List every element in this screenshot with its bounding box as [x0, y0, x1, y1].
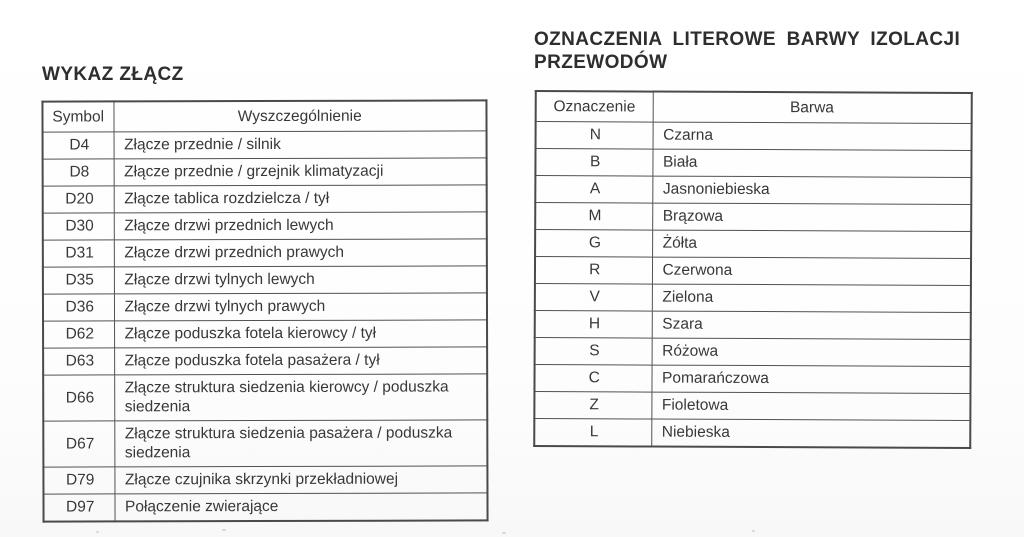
- symbol-column-header: Symbol: [42, 101, 113, 132]
- color-name-cell: Czerwona: [652, 257, 971, 285]
- code-cell: R: [535, 257, 652, 285]
- symbol-cell: D30: [43, 213, 114, 240]
- color-name-cell: Jasnoniebieska: [652, 176, 971, 204]
- table-row: [43, 420, 487, 467]
- description-cell: Złącze poduszka fotela pasażera / tył: [114, 347, 487, 375]
- connectors-title: WYKAZ ZŁĄCZ: [42, 64, 184, 85]
- code-cell: S: [535, 338, 652, 366]
- color-name-cell: Biała: [652, 149, 971, 177]
- code-cell: L: [534, 419, 651, 447]
- description-cell: Złącze poduszka fotela kierowcy / tył: [114, 320, 487, 348]
- connectors-header-row: [42, 100, 486, 132]
- connectors-table: [41, 99, 488, 522]
- scan-speck: [222, 529, 226, 531]
- code-cell: N: [536, 122, 653, 150]
- connectors-section: [42, 64, 488, 522]
- description-cell: Złącze drzwi tylnych prawych: [114, 293, 487, 321]
- description-cell: Złącze przednie / grzejnik klimatyzacji: [114, 158, 487, 186]
- color-name-cell: Różowa: [652, 338, 971, 366]
- table-row: [43, 185, 487, 213]
- table-row: [43, 239, 487, 267]
- code-cell: A: [535, 176, 652, 204]
- table-row: [43, 131, 487, 159]
- code-cell: Z: [534, 392, 651, 420]
- table-row: [43, 466, 487, 494]
- code-cell: H: [535, 311, 652, 339]
- color-name-cell: Żółta: [652, 230, 971, 258]
- symbol-cell: D36: [43, 294, 114, 321]
- table-row: [535, 257, 971, 286]
- symbol-cell: D8: [43, 159, 114, 186]
- symbol-cell: D67: [43, 421, 114, 467]
- description-cell: Złącze tablica rozdzielcza / tył: [114, 185, 487, 213]
- symbol-cell: D66: [43, 375, 114, 421]
- table-row: [43, 293, 487, 321]
- description-column-header: Wyszczególnienie: [113, 100, 486, 131]
- description-cell: Złącze przednie / silnik: [114, 131, 487, 159]
- symbol-cell: D97: [43, 494, 114, 522]
- table-row: [534, 365, 970, 394]
- wire-colors-title: OZNACZENIA LITEROWE BARWY IZOLACJI PRZEWODÓW: [534, 29, 961, 73]
- description-cell: Złącze struktura siedzenia kierowcy / poduszka siedzenia: [114, 374, 487, 421]
- symbol-cell: D31: [43, 240, 114, 267]
- code-column-header: Oznaczenie: [536, 91, 653, 122]
- code-cell: V: [535, 284, 652, 312]
- description-cell: Połączenie zwierające: [114, 493, 487, 521]
- symbol-cell: D62: [43, 321, 114, 348]
- color-column-header: Barwa: [653, 92, 972, 124]
- symbol-cell: D20: [43, 186, 114, 213]
- scan-speck: [502, 532, 506, 534]
- wire-colors-section: [534, 28, 972, 448]
- table-row: [536, 122, 972, 151]
- symbol-cell: D35: [43, 267, 114, 294]
- wire-colors-header-row: [536, 91, 972, 123]
- code-cell: M: [535, 203, 652, 231]
- scan-speck: [752, 530, 755, 532]
- color-name-cell: Czarna: [653, 122, 972, 150]
- scan-speck: [96, 531, 99, 533]
- table-row: [535, 311, 971, 340]
- color-name-cell: Pomarańczowa: [651, 365, 970, 393]
- table-row: [43, 347, 487, 375]
- code-cell: C: [534, 365, 651, 393]
- color-name-cell: Niebieska: [651, 419, 970, 448]
- color-name-cell: Brązowa: [652, 203, 971, 231]
- table-row: [535, 149, 971, 178]
- symbol-cell: D4: [43, 132, 114, 159]
- color-name-cell: Zielona: [652, 284, 971, 312]
- table-row: [535, 230, 971, 259]
- description-cell: Złącze drzwi przednich prawych: [114, 239, 487, 267]
- symbol-cell: D79: [43, 467, 114, 494]
- description-cell: Złącze struktura siedzenia pasażera / poduszka siedzenia: [114, 420, 487, 467]
- description-cell: Złącze drzwi tylnych lewych: [114, 266, 487, 294]
- table-row: [43, 320, 487, 348]
- table-row: [43, 493, 487, 522]
- table-row: [534, 419, 970, 448]
- table-row: [535, 176, 971, 205]
- description-cell: Złącze drzwi przednich lewych: [114, 212, 487, 240]
- table-row: [43, 374, 487, 421]
- code-cell: B: [535, 149, 652, 177]
- table-row: [535, 284, 971, 313]
- wire-colors-table: [533, 90, 973, 449]
- symbol-cell: D63: [43, 348, 114, 375]
- code-cell: G: [535, 230, 652, 258]
- color-name-cell: Fioletowa: [651, 392, 970, 420]
- color-name-cell: Szara: [652, 311, 971, 339]
- table-row: [43, 158, 487, 186]
- table-row: [43, 212, 487, 240]
- table-row: [535, 203, 971, 232]
- table-row: [43, 266, 487, 294]
- table-row: [534, 392, 970, 421]
- table-row: [535, 338, 971, 367]
- description-cell: Złącze czujnika skrzynki przekładniowej: [114, 466, 487, 494]
